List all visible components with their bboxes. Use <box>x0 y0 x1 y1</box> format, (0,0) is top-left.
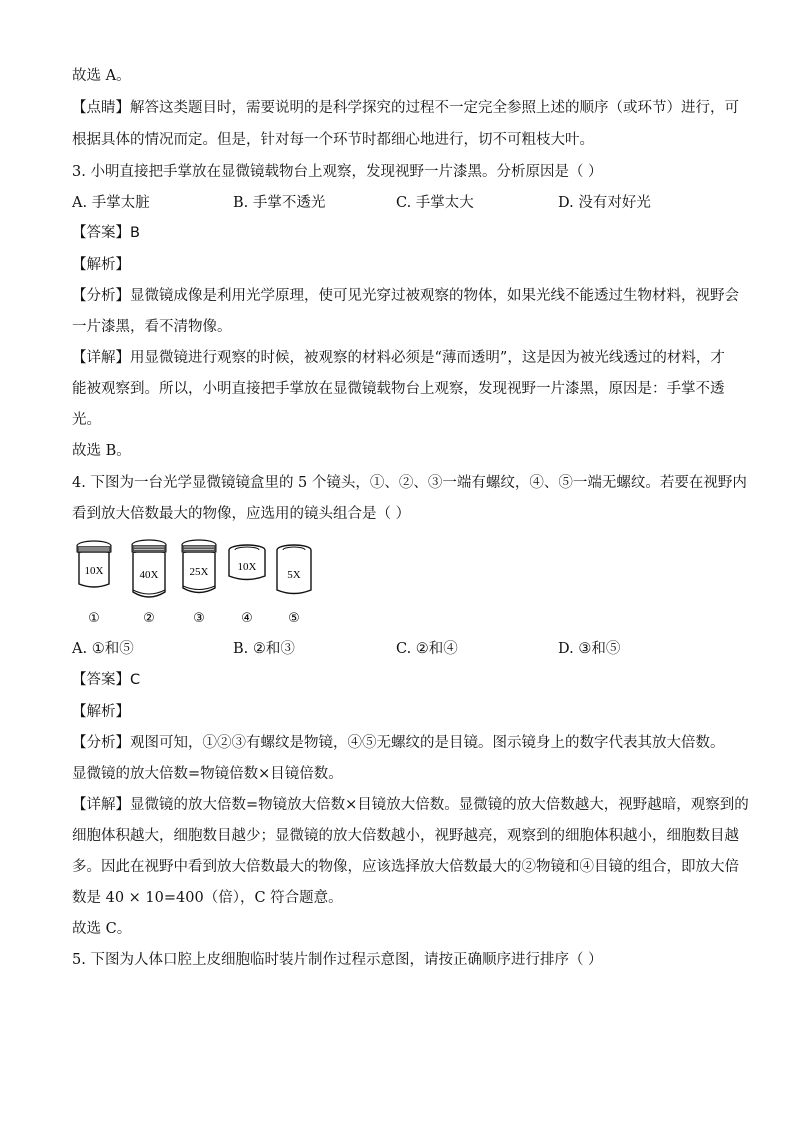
remark-tag: 【点睛】 <box>72 100 130 116</box>
question-5-stem: 5. 下图为人体口腔上皮细胞临时装片制作过程示意图，请按正确顺序进行排序（ ） <box>72 952 603 968</box>
q3-detail-line-1 <box>72 348 725 368</box>
lens-4-label: 10X <box>237 561 257 573</box>
lens-4-number: ④ <box>241 611 253 626</box>
lens-4 <box>229 545 265 580</box>
q3-analysis-line-2: 一片漆黑，看不清物像。 <box>72 319 232 335</box>
q4-option-a: A. ①和⑤ <box>72 641 134 657</box>
remark-line-2: 根据具体的情况而定。但是，针对每一个环节时都细心地进行，切不可粗枝大叶。 <box>72 132 594 148</box>
q3-option-b: B. 手掌不透光 <box>233 195 326 211</box>
q4-detail-text: 显微镜的放大倍数=物镜放大倍数×目镜放大倍数。显微镜的放大倍数越大，视野越暗，观察到的 <box>130 797 749 813</box>
q3-answer: 【答案】B <box>72 225 140 241</box>
lens-5-label: 5X <box>287 569 301 581</box>
q4-explain-tag: 【解析】 <box>72 704 130 720</box>
q3-analysis-tag: 【分析】 <box>72 288 130 304</box>
question-3-stem: 3. 小明直接把手掌放在显微镜载物台上观察，发现视野一片漆黑。分析原因是（ ） <box>72 164 603 180</box>
q4-analysis-text: 观图可知，①②③有螺纹是物镜，④⑤无螺纹的是目镜。图示镜身上的数字代表其放大倍数。 <box>130 735 725 751</box>
answer-line: 故选 A。 <box>72 68 131 84</box>
lens-3-label: 25X <box>189 566 209 578</box>
lens-2-label: 40X <box>139 569 159 581</box>
q4-detail-line-2: 细胞体积越大，细胞数目越少；显微镜的放大倍数越小，视野越亮，观察到的细胞体积越小，细胞数目越 <box>72 828 739 844</box>
remark-line-1 <box>72 98 739 118</box>
lens-1-label: 10X <box>84 565 104 577</box>
q3-analysis-text: 显微镜成像是利用光学原理，使可见光穿过被观察的物体，如果光线不能透过生物材料，视野会 <box>130 288 739 304</box>
q4-analysis-tag: 【分析】 <box>72 735 130 751</box>
q4-answer: 【答案】C <box>72 672 141 688</box>
lens-1 <box>77 541 111 587</box>
q3-detail-text: 用显微镜进行观察的时候，被观察的材料必须是“薄而透明”，这是因为被光线透过的材料，才 <box>130 350 725 366</box>
q3-detail-line-3: 光。 <box>72 412 101 428</box>
q3-analysis-line-1 <box>72 286 739 306</box>
remark-text: 解答这类题目时，需要说明的是科学探究的过程不一定完全参照上述的顺序（或环节）进行，可 <box>130 100 739 116</box>
q4-choose: 故选 C。 <box>72 921 132 937</box>
q3-option-a: A. 手掌太脏 <box>72 195 150 211</box>
lens-5-number: ⑤ <box>288 611 300 626</box>
lens-figure <box>72 538 332 628</box>
lens-2 <box>132 540 166 597</box>
q4-analysis-line-2: 显微镜的放大倍数=物镜倍数×目镜倍数。 <box>72 766 343 782</box>
lens-1-number: ① <box>88 611 100 626</box>
q4-detail-line-3: 多。因此在视野中看到放大倍数最大的物像，应该选择放大倍数最大的②物镜和④目镜的组合，即放大倍 <box>72 859 739 875</box>
lens-2-number: ② <box>143 611 155 626</box>
q3-detail-tag: 【详解】 <box>72 350 130 366</box>
q4-option-d: D. ③和⑤ <box>558 641 621 657</box>
question-4-stem-line-2: 看到放大倍数最大的物像，应选用的镜头组合是（ ） <box>72 506 411 522</box>
q4-option-b: B. ②和③ <box>233 641 295 657</box>
q4-detail-line-4: 数是 40 × 10=400（倍），C 符合题意。 <box>72 890 343 906</box>
lens-3-number: ③ <box>193 611 205 626</box>
question-4-stem-line-1: 4. 下图为一台光学显微镜镜盒里的 5 个镜头，①、②、③一端有螺纹，④、⑤一端无螺纹。若要在视野内 <box>72 475 747 491</box>
q3-detail-line-2: 能被观察到。所以，小明直接把手掌放在显微镜载物台上观察，发现视野一片漆黑，原因是：手掌不透 <box>72 381 725 397</box>
lens-5 <box>277 545 311 594</box>
q4-option-c: C. ②和④ <box>396 641 458 657</box>
q3-explain-tag: 【解析】 <box>72 257 130 273</box>
q4-detail-line-1 <box>72 795 749 815</box>
lens-3 <box>182 540 216 593</box>
q3-choose: 故选 B。 <box>72 443 131 459</box>
q3-option-c: C. 手掌太大 <box>396 195 474 211</box>
q3-option-d: D. 没有对好光 <box>558 195 651 211</box>
q4-analysis-line-1 <box>72 733 725 753</box>
q4-detail-tag: 【详解】 <box>72 797 130 813</box>
